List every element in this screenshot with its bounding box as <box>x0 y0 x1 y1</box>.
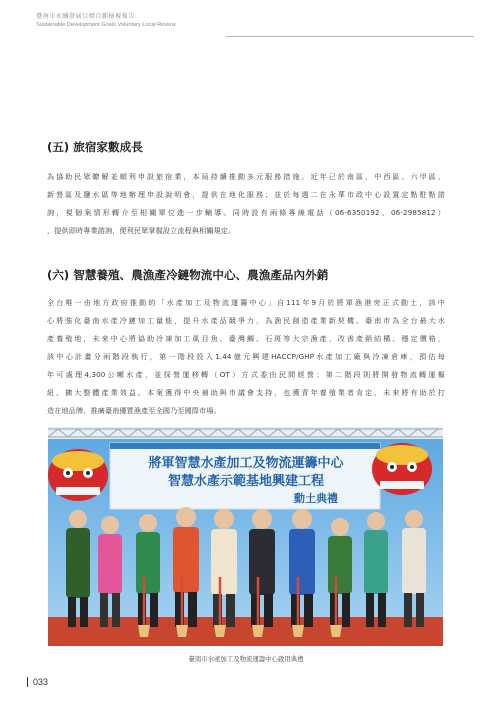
section-5-heading: (五) 旅宿家數成長 <box>47 140 143 154</box>
paragraph-line: 造在地品牌、推廣臺南優質漁產至全國乃至國際市場。 <box>47 406 221 415</box>
section-6-heading: (六) 智慧養殖、農漁產冷鏈物流中心、農漁產品內外銷 <box>47 268 329 282</box>
banner-line-3: 動土典禮 <box>294 492 338 505</box>
header-rule <box>226 36 474 37</box>
paragraph-line: 年可處理4,300公噸水產，並採營運移轉（OT）方式委由民間經營；第二階段則將開發物流轉運樞 <box>47 370 445 379</box>
lion-dance-right <box>372 443 432 495</box>
section-6-paragraph <box>47 294 445 420</box>
paragraph-line: ，提供即時專業諮詢，便利民眾掌握設立流程與相關規定。 <box>47 226 236 235</box>
paragraph-line: 產養殖地，未來中心將協助冷凍加工虱目魚、臺灣鯛、石斑等大宗漁產，改善產銷結構、穩定價格， <box>47 334 445 343</box>
paragraph-line: 心將強化臺南水產冷鏈加工量能，提升水產品競爭力，為漁民創造產業新契機。臺南市為全台最大水 <box>47 316 445 325</box>
ceremony-photo-illustration <box>48 427 443 646</box>
paragraph-line: 全台唯一由地方政府推動的「水產加工及物流運籌中心」自111年9月於將軍漁港旁正式動土，該中 <box>47 298 445 307</box>
lion-dance-left <box>48 449 108 501</box>
paragraph-line: 詢，視個案情形轉介至相關單位進一步輔導。同時設有兩條專線電話（06-6350192、06-2985812） <box>47 208 445 217</box>
running-header <box>36 11 176 28</box>
banner-line-2: 智慧水產示範基地興建工程 <box>167 474 325 489</box>
paragraph-line: 紐、擴大整體產業效益。本案獲得中央補助與市議會支持，也獲青年養殖業者肯定，未來將有助於打 <box>47 388 445 397</box>
ceremony-photo <box>48 427 443 646</box>
banner-line-1: 將軍智慧水產加工及物流運籌中心 <box>148 456 344 471</box>
header-title-en: Sustainable Development Goals Voluntary Local Review <box>36 22 176 28</box>
page-number: 033 <box>27 677 48 687</box>
header-title-zh: 臺南市永續發展目標自願檢視報告 <box>36 13 135 20</box>
photo-caption: 臺南市水產加工及物流運籌中心啟用典禮 <box>188 655 304 663</box>
paragraph-line: 新營區及鹽水區等地辦理申設說明會，提供在地化服務；並於每週二在永華市政中心設置定點駐點諮 <box>47 190 445 199</box>
paragraph-line: 該中心計畫分兩階段執行，第一階段投入1.44億元興建HACCP/GHP水產加工廠與冷凍倉庫，預估每 <box>47 352 445 361</box>
paragraph-line: 為協助民眾瞭解並順利申設旅宿業，本局持續推動多元服務措施。近年已於南區、中西區、六甲區、 <box>47 172 445 181</box>
section-5-paragraph <box>47 168 445 240</box>
